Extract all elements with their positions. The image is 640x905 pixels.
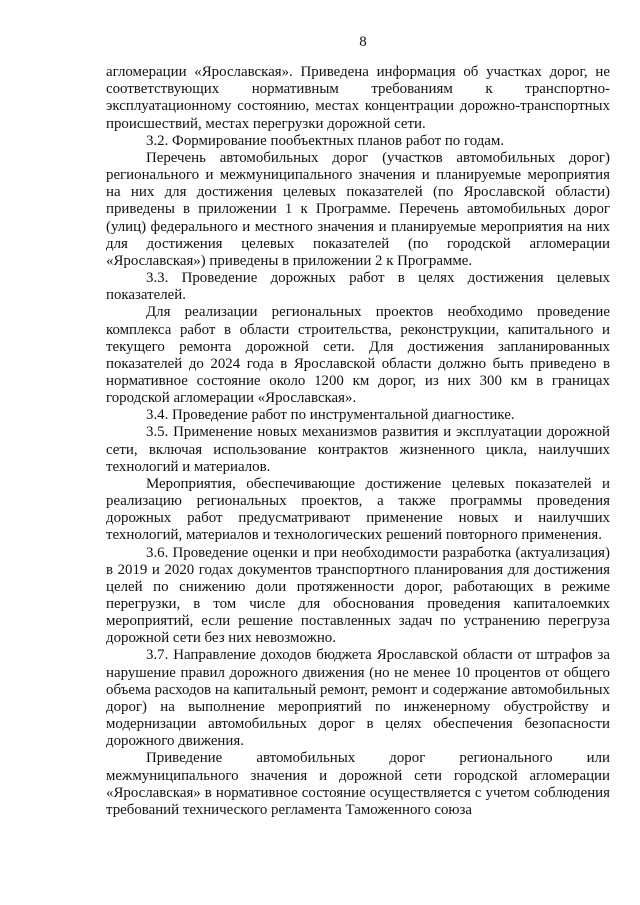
paragraph: Перечень автомобильных дорог (участков автомобильных дорог) регионального и межмуниципального значения и планируемые мероприятия на них для достижения целевых показателей (по Ярославской области) приведены в приложении 1 к Программе. Перечень автомобильных дорог (улиц) федерального и местного значения и планируемые мероприятия на них для достижения целевых показателей (по городской агломерации «Ярославская») приведены в приложении 2 к Программе. (106, 149, 610, 269)
paragraph: 3.7. Направление доходов бюджета Ярославской области от штрафов за нарушение правил дорожного движения (но не менее 10 процентов от общего объема расходов на капитальный ремонт, ремонт и содержание автомобильных дорог) на выполнение мероприятий по инженерному обустройству и модернизации автомобильных дорог в целях обеспечения безопасности дорожного движения. (106, 647, 610, 750)
paragraph: 3.5. Применение новых механизмов развития и эксплуатации дорожной сети, включая использование контрактов жизненного цикла, наилучших технологий и материалов. (106, 424, 610, 475)
body-text (106, 64, 610, 819)
paragraph: агломерации «Ярославская». Приведена информация об участках дорог, не соответствующих нормативным требованиям к транспортно-эксплуатационному состоянию, местах концентрации дорожно-транспортных происшествий, местах перегрузки дорожной сети. (106, 64, 610, 132)
paragraph: 3.3. Проведение дорожных работ в целях достижения целевых показателей. (106, 270, 610, 304)
paragraph: 3.6. Проведение оценки и при необходимости разработка (актуализация) в 2019 и 2020 годах документов транспортного планирования для достижения целей по снижению доли протяженности дорог, работающих в режиме перегрузки, в том числе для обоснования проведения капиталоемких мероприятий, если решение поставленных задач по устранению перегруза дорожной сети без них невозможно. (106, 544, 610, 647)
paragraph: Для реализации региональных проектов необходимо проведение комплекса работ в области строительства, реконструкции, капитального и текущего ремонта дорожной сети. Для достижения запланированных показателей до 2024 года в Ярославской области должно быть приведено в нормативное состояние около 1200 км дорог, из них 300 км в границах городской агломерации «Ярославская». (106, 304, 610, 407)
paragraph: Мероприятия, обеспечивающие достижение целевых показателей и реализацию региональных проектов, а также программы проведения дорожных работ предусматривают применение новых и наилучших технологий, материалов и технологических решений повторного применения. (106, 475, 610, 544)
paragraph: 3.4. Проведение работ по инструментальной диагностике. (146, 407, 515, 424)
paragraph: Приведение автомобильных дорог регионального или межмуниципального значения и дорожной сети городской агломерации «Ярославская» в нормативное состояние осуществляется с учетом соблюдения требований технического регламента Таможенного союза (106, 750, 610, 818)
page-number: 8 (359, 34, 367, 50)
paragraph: 3.2. Формирование пообъектных планов работ по годам. (146, 132, 505, 149)
